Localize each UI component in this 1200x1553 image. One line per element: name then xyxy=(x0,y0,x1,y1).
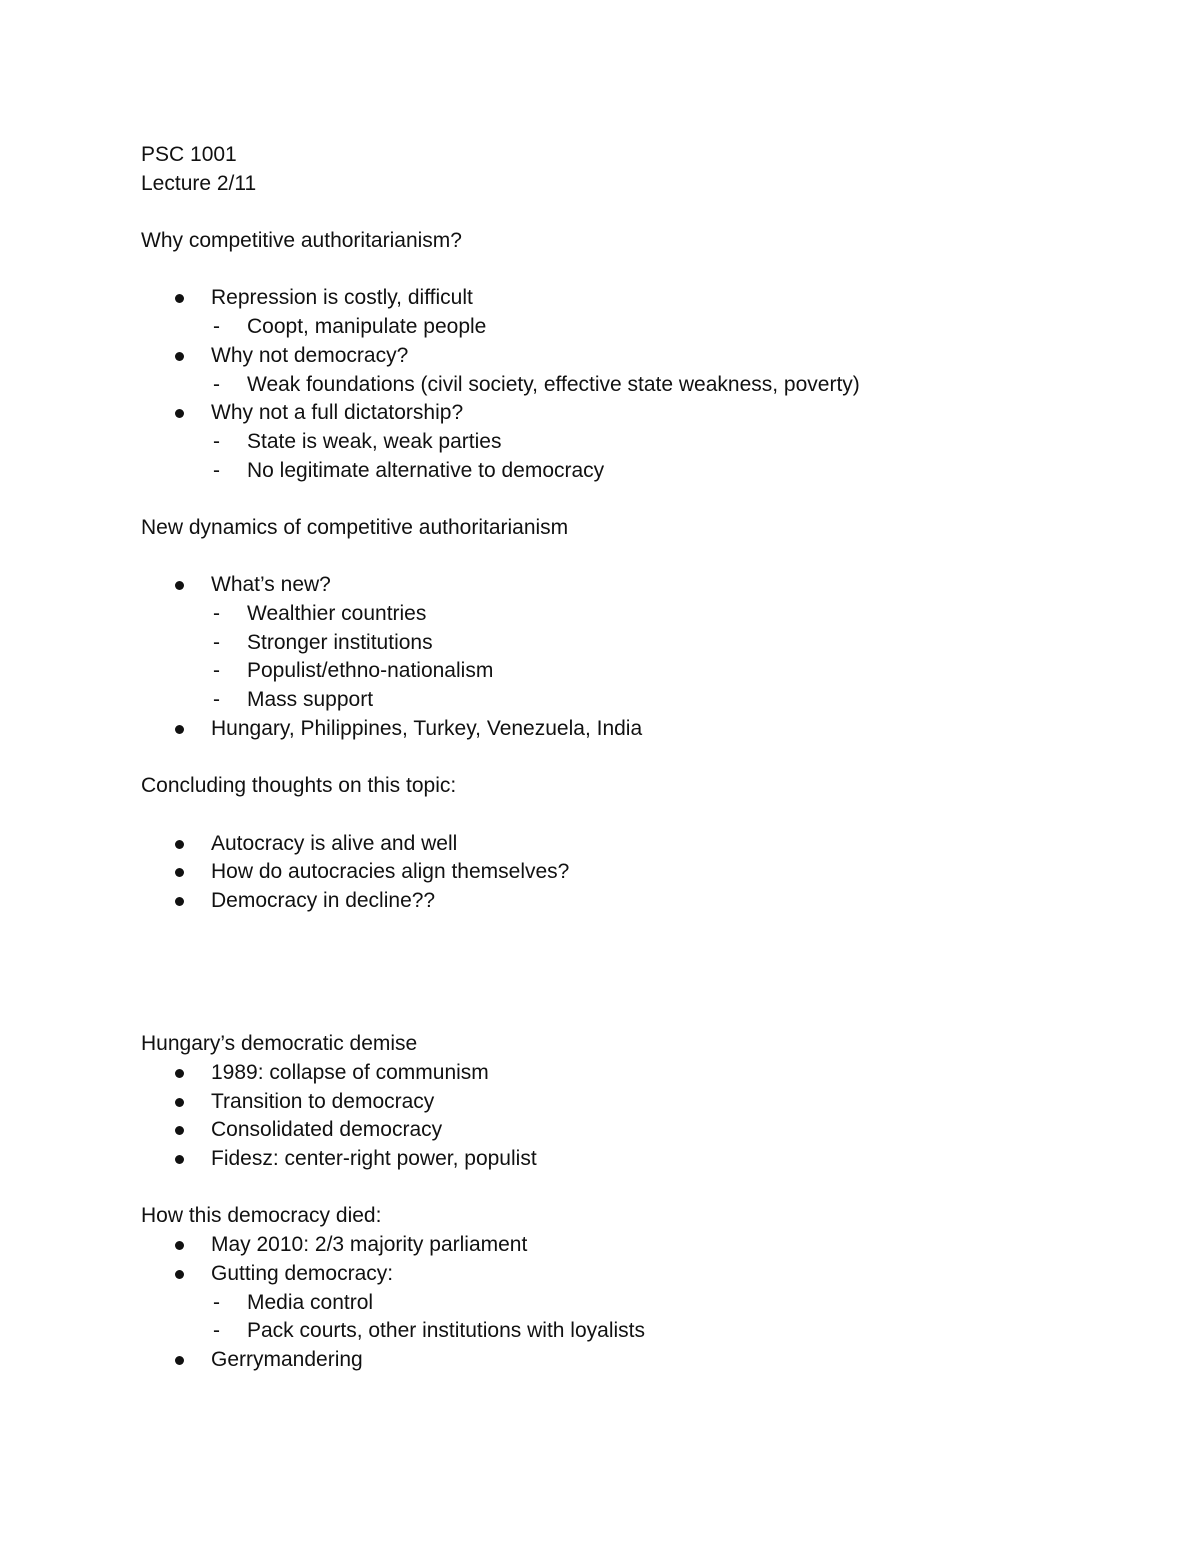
list-item-text: Democracy in decline?? xyxy=(211,888,436,912)
spacer xyxy=(141,973,1091,1002)
spacer xyxy=(141,944,1091,973)
list-item xyxy=(141,715,1091,744)
list-item xyxy=(141,858,1091,887)
sub-list-item xyxy=(141,428,1091,457)
dash-marker: - xyxy=(213,1290,220,1314)
list-item xyxy=(141,284,1091,313)
sub-list-item-text: No legitimate alternative to democracy xyxy=(247,458,605,482)
spacer xyxy=(141,916,1091,945)
list-item xyxy=(141,1260,1091,1289)
bullet-icon xyxy=(175,581,184,590)
bullet-icon xyxy=(175,1098,184,1107)
spacer xyxy=(141,1002,1091,1031)
list-item-text: How do autocracies align themselves? xyxy=(211,860,570,884)
sub-list-item-text: Wealthier countries xyxy=(247,602,427,625)
sub-list-item-text: Mass support xyxy=(247,688,374,712)
dash-marker: - xyxy=(213,688,220,712)
spacer xyxy=(141,198,1091,227)
lecture-title: Lecture 2/11 xyxy=(141,171,257,195)
sub-list-item xyxy=(141,313,1091,342)
course-title: PSC 1001 xyxy=(141,143,237,166)
list-item-text: Fidesz: center-right power, populist xyxy=(211,1147,537,1171)
list-item xyxy=(141,342,1091,371)
dash-marker: - xyxy=(213,315,220,339)
spacer xyxy=(141,256,1091,285)
list-item-text: Gutting democracy: xyxy=(211,1261,394,1285)
section-heading-died: How this democracy died: xyxy=(141,1204,382,1228)
sub-list-item xyxy=(141,686,1091,715)
list-item xyxy=(141,1231,1091,1260)
list-item xyxy=(141,399,1091,428)
bullet-icon xyxy=(175,840,184,849)
list-item-text: Autocracy is alive and well xyxy=(211,831,458,855)
sub-list-item-text: Media control xyxy=(247,1290,374,1314)
dash-marker: - xyxy=(213,602,220,625)
bullet-icon xyxy=(175,1155,184,1164)
sub-list-item-text: State is weak, weak parties xyxy=(247,429,502,453)
list-item-text: Why not democracy? xyxy=(211,343,409,367)
spacer xyxy=(141,1174,1091,1203)
list-item-text: Hungary, Philippines, Turkey, Venezuela, India xyxy=(211,716,643,740)
sub-list-item xyxy=(141,657,1091,686)
sub-list-item-text: Weak foundations (civil society, effective state weakness, poverty) xyxy=(247,372,860,396)
sub-list-item xyxy=(141,371,1091,400)
list-item-text: What’s new? xyxy=(211,573,331,597)
list-item-text: 1989: collapse of communism xyxy=(211,1061,489,1084)
bullet-icon xyxy=(175,1069,184,1078)
spacer xyxy=(141,801,1091,830)
bullet-icon xyxy=(175,409,184,418)
list-item xyxy=(141,1088,1091,1117)
sub-list-item-text: Populist/ethno-nationalism xyxy=(247,659,494,683)
bullet-icon xyxy=(175,897,184,906)
section-heading-dynamics: New dynamics of competitive authoritarianism xyxy=(141,515,569,539)
sub-list-item xyxy=(141,1289,1091,1318)
sub-list-item xyxy=(141,1317,1091,1346)
bullet-icon xyxy=(175,1126,184,1135)
sub-list-item-text: Coopt, manipulate people xyxy=(247,315,487,339)
list-item xyxy=(141,1116,1091,1145)
section-heading-why: Why competitive authoritarianism? xyxy=(141,229,462,253)
sub-list-item-text: Stronger institutions xyxy=(247,630,433,654)
list-item-text: Consolidated democracy xyxy=(211,1118,443,1142)
dash-marker: - xyxy=(213,458,220,482)
list-item xyxy=(141,1145,1091,1174)
dash-marker: - xyxy=(213,659,220,683)
list-item xyxy=(141,830,1091,859)
dash-marker: - xyxy=(213,429,220,453)
bullet-icon xyxy=(175,868,184,877)
sub-list-item-text: Pack courts, other institutions with loyalists xyxy=(247,1319,645,1343)
sub-list-item xyxy=(141,600,1091,629)
dash-marker: - xyxy=(213,630,220,654)
list-item-text: Why not a full dictatorship? xyxy=(211,401,464,425)
list-item xyxy=(141,571,1091,600)
bullet-icon xyxy=(175,294,184,303)
dash-marker: - xyxy=(213,1319,220,1343)
spacer xyxy=(141,485,1091,514)
dash-marker: - xyxy=(213,372,220,396)
spacer xyxy=(141,543,1091,572)
list-item xyxy=(141,1346,1091,1375)
spacer xyxy=(141,743,1091,772)
bullet-icon xyxy=(175,1241,184,1250)
list-item-text: Gerrymandering xyxy=(211,1347,363,1371)
sub-list-item xyxy=(141,457,1091,486)
bullet-icon xyxy=(175,1356,184,1365)
bullet-icon xyxy=(175,725,184,734)
list-item xyxy=(141,1059,1091,1088)
list-item-text: Repression is costly, difficult xyxy=(211,286,473,310)
bullet-icon xyxy=(175,1270,184,1279)
section-heading-hungary: Hungary’s democratic demise xyxy=(141,1032,418,1056)
section-heading-concluding: Concluding thoughts on this topic: xyxy=(141,774,457,798)
document-page xyxy=(141,141,1091,1375)
sub-list-item xyxy=(141,629,1091,658)
bullet-icon xyxy=(175,352,184,361)
list-item-text: Transition to democracy xyxy=(211,1089,435,1113)
list-item-text: May 2010: 2/3 majority parliament xyxy=(211,1233,528,1257)
list-item xyxy=(141,887,1091,916)
